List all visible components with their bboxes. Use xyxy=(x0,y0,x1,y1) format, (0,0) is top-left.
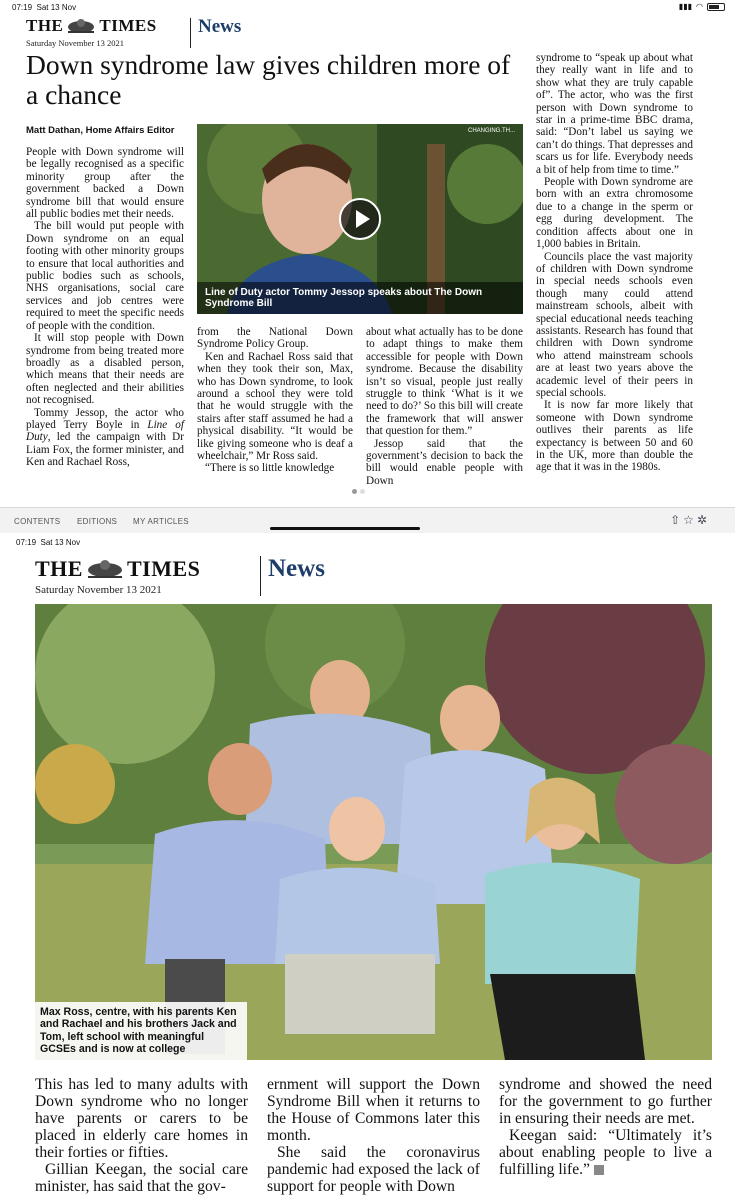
tab-editions[interactable]: EDITIONS xyxy=(77,517,118,526)
home-indicator[interactable] xyxy=(270,527,420,530)
article-column-4 xyxy=(536,52,693,474)
photo-caption: Max Ross, centre, with his parents Ken and Rachael and his brothers Jack and Tom, left school with meaningful GCSEs and is now at college xyxy=(35,1002,247,1060)
paragraph: Ken and Rachael Ross said that when they took their son, Max, who has Down syndrome, to look around a school they were told that he would struggle with the stairs after staff assumed he had a physical disability. “It would be like giving someone who is deaf a wheelchair,” Mr Ross said. xyxy=(197,350,353,463)
page2-column-3 xyxy=(499,1076,712,1178)
play-button[interactable] xyxy=(339,198,381,240)
paragraph: This has led to many adults with Down syndrome who no longer have parents or carers to be placed in elderly care homes in their forties or fifties. xyxy=(35,1076,248,1161)
star-icon[interactable]: ☆ xyxy=(683,513,694,527)
settings-icon[interactable]: ✲ xyxy=(696,513,707,527)
status-bar-top xyxy=(0,0,735,16)
paragraph: Councils place the vast majority of children with Down syndrome in special needs schools even though many could attend mainstream schools, albeit with special educational needs teaching assistants. Research has found that children with Down syndrome who attend mainstream schools are at least two years above the academic level of their peers in special schools. xyxy=(536,250,693,399)
tab-contents[interactable]: CONTENTS xyxy=(14,517,61,526)
article-column-2 xyxy=(197,326,353,475)
headline: Down syndrome law gives children more of a chance xyxy=(26,49,511,110)
paragraph: “There is so little knowledge xyxy=(205,462,335,475)
paragraph: People with Down syndrome are born with an extra chromosome due to a change in the sperm or egg during development. The condition affects about one in 1,000 babies in Britain. xyxy=(536,176,693,251)
section-title: News xyxy=(198,16,242,37)
paragraph: ernment will support the Down Syndrome Bill when it returns to the House of Commons later this month. xyxy=(267,1076,480,1144)
paragraph: The bill would put people with Down syndrome on an equal footing with other minority groups to ensure that local authorities and public bodies such as schools, NHS organisations, social care services and job centres were required to meet the specific needs of people with the condition. xyxy=(26,220,184,332)
video-watermark: CHANGING.TH... xyxy=(467,128,515,134)
paragraph: It is now far more likely that someone with Down syndrome outlives their parents as life expectancy is between 50 and 60 in the UK, more than double the age that it was in the 1980s. xyxy=(536,399,693,474)
status-bar-bottom xyxy=(0,535,735,551)
paragraph: Tommy Jessop, the actor who played Terry Boyle in Line of Duty, led the campaign with Dr Liam Fox, the former minister, and Ken and Rachael Ross, xyxy=(26,406,184,469)
paragraph: Gillian Keegan, the social care minister, has said that the gov- xyxy=(35,1161,248,1195)
family-photo-image xyxy=(35,604,712,1060)
times-logo: THE TIMES xyxy=(26,16,157,35)
video-caption: Line of Duty actor Tommy Jessop speaks about The Down Syndrome Bill xyxy=(197,282,523,314)
byline: Matt Dathan, Home Affairs Editor xyxy=(26,125,175,136)
section-title: News xyxy=(268,555,325,582)
page-indicator[interactable] xyxy=(352,489,365,494)
wifi-icon: ◠ xyxy=(696,2,703,11)
toolbar-icons xyxy=(670,513,707,527)
status-time: 07:19 Sat 13 Nov xyxy=(16,538,81,547)
crest-icon xyxy=(86,559,124,579)
signal-icon: ▮▮▮ xyxy=(678,2,693,11)
dateline: Saturday November 13 2021 xyxy=(35,584,162,596)
dateline: Saturday November 13 2021 xyxy=(26,38,124,48)
video-player[interactable] xyxy=(197,124,523,314)
masthead xyxy=(26,16,157,48)
end-mark-icon xyxy=(594,1165,604,1175)
crest-icon xyxy=(66,18,96,34)
paragraph: Keegan said: “Ultimately it’s about enabling people to live a fulfilling life.” xyxy=(499,1127,712,1178)
masthead-page-2 xyxy=(35,556,200,596)
masthead-divider xyxy=(260,556,261,596)
paragraph: People with Down syndrome will be legally recognised as a specific minority group after the government backed a Down syndrome bill that would ensure all public bodies met their needs. xyxy=(26,146,184,221)
page-dot[interactable] xyxy=(352,489,357,494)
page2-column-2 xyxy=(267,1076,480,1195)
times-logo: THE TIMES xyxy=(35,556,201,581)
paragraph: She said the coronavirus pandemic had exposed the lack of support for people with Down xyxy=(267,1144,480,1195)
status-icons xyxy=(679,2,725,11)
battery-icon xyxy=(707,3,725,11)
article-column-3 xyxy=(366,326,523,487)
page-dot[interactable] xyxy=(360,489,365,494)
article-column-1 xyxy=(26,146,184,469)
paragraph: It will stop people with Down syndrome from being treated more broadly as a disabled person, which means that their needs are often neglected and their abilities not recognised. xyxy=(26,332,184,407)
masthead-divider xyxy=(190,18,191,48)
status-time: 07:19 Sat 13 Nov xyxy=(12,3,77,12)
family-photo xyxy=(35,604,712,1060)
paragraph: syndrome and showed the need for the government to go further in ensuring their needs are met. xyxy=(499,1076,712,1127)
paragraph: syndrome to “speak up about what they really want in life and to show what they are truly capable of”. The actor, who was the first person with Down syndrome to star in a prime-time BBC drama, said: “Don’t label us saying we can’t do things. That depresses and scars us for life. Everybody needs a bit of help from time to time.” xyxy=(536,52,693,176)
tab-my-articles[interactable]: MY ARTICLES xyxy=(133,517,189,526)
paragraph: about what actually has to be done to adapt things to make them accessible for people with Down syndrome. Because the disability isn’t so visual, people just really struggle to think ‘What is it we need to do?’ So this bill will create the framework that will answer that question for them.” xyxy=(366,326,523,438)
page2-column-1 xyxy=(35,1076,248,1195)
paragraph: from the National Down Syndrome Policy Group. xyxy=(197,326,353,351)
paragraph: Jessop said that the government’s decision to back the bill would enable people with Down xyxy=(366,437,523,487)
share-icon[interactable]: ⇧ xyxy=(670,513,681,527)
